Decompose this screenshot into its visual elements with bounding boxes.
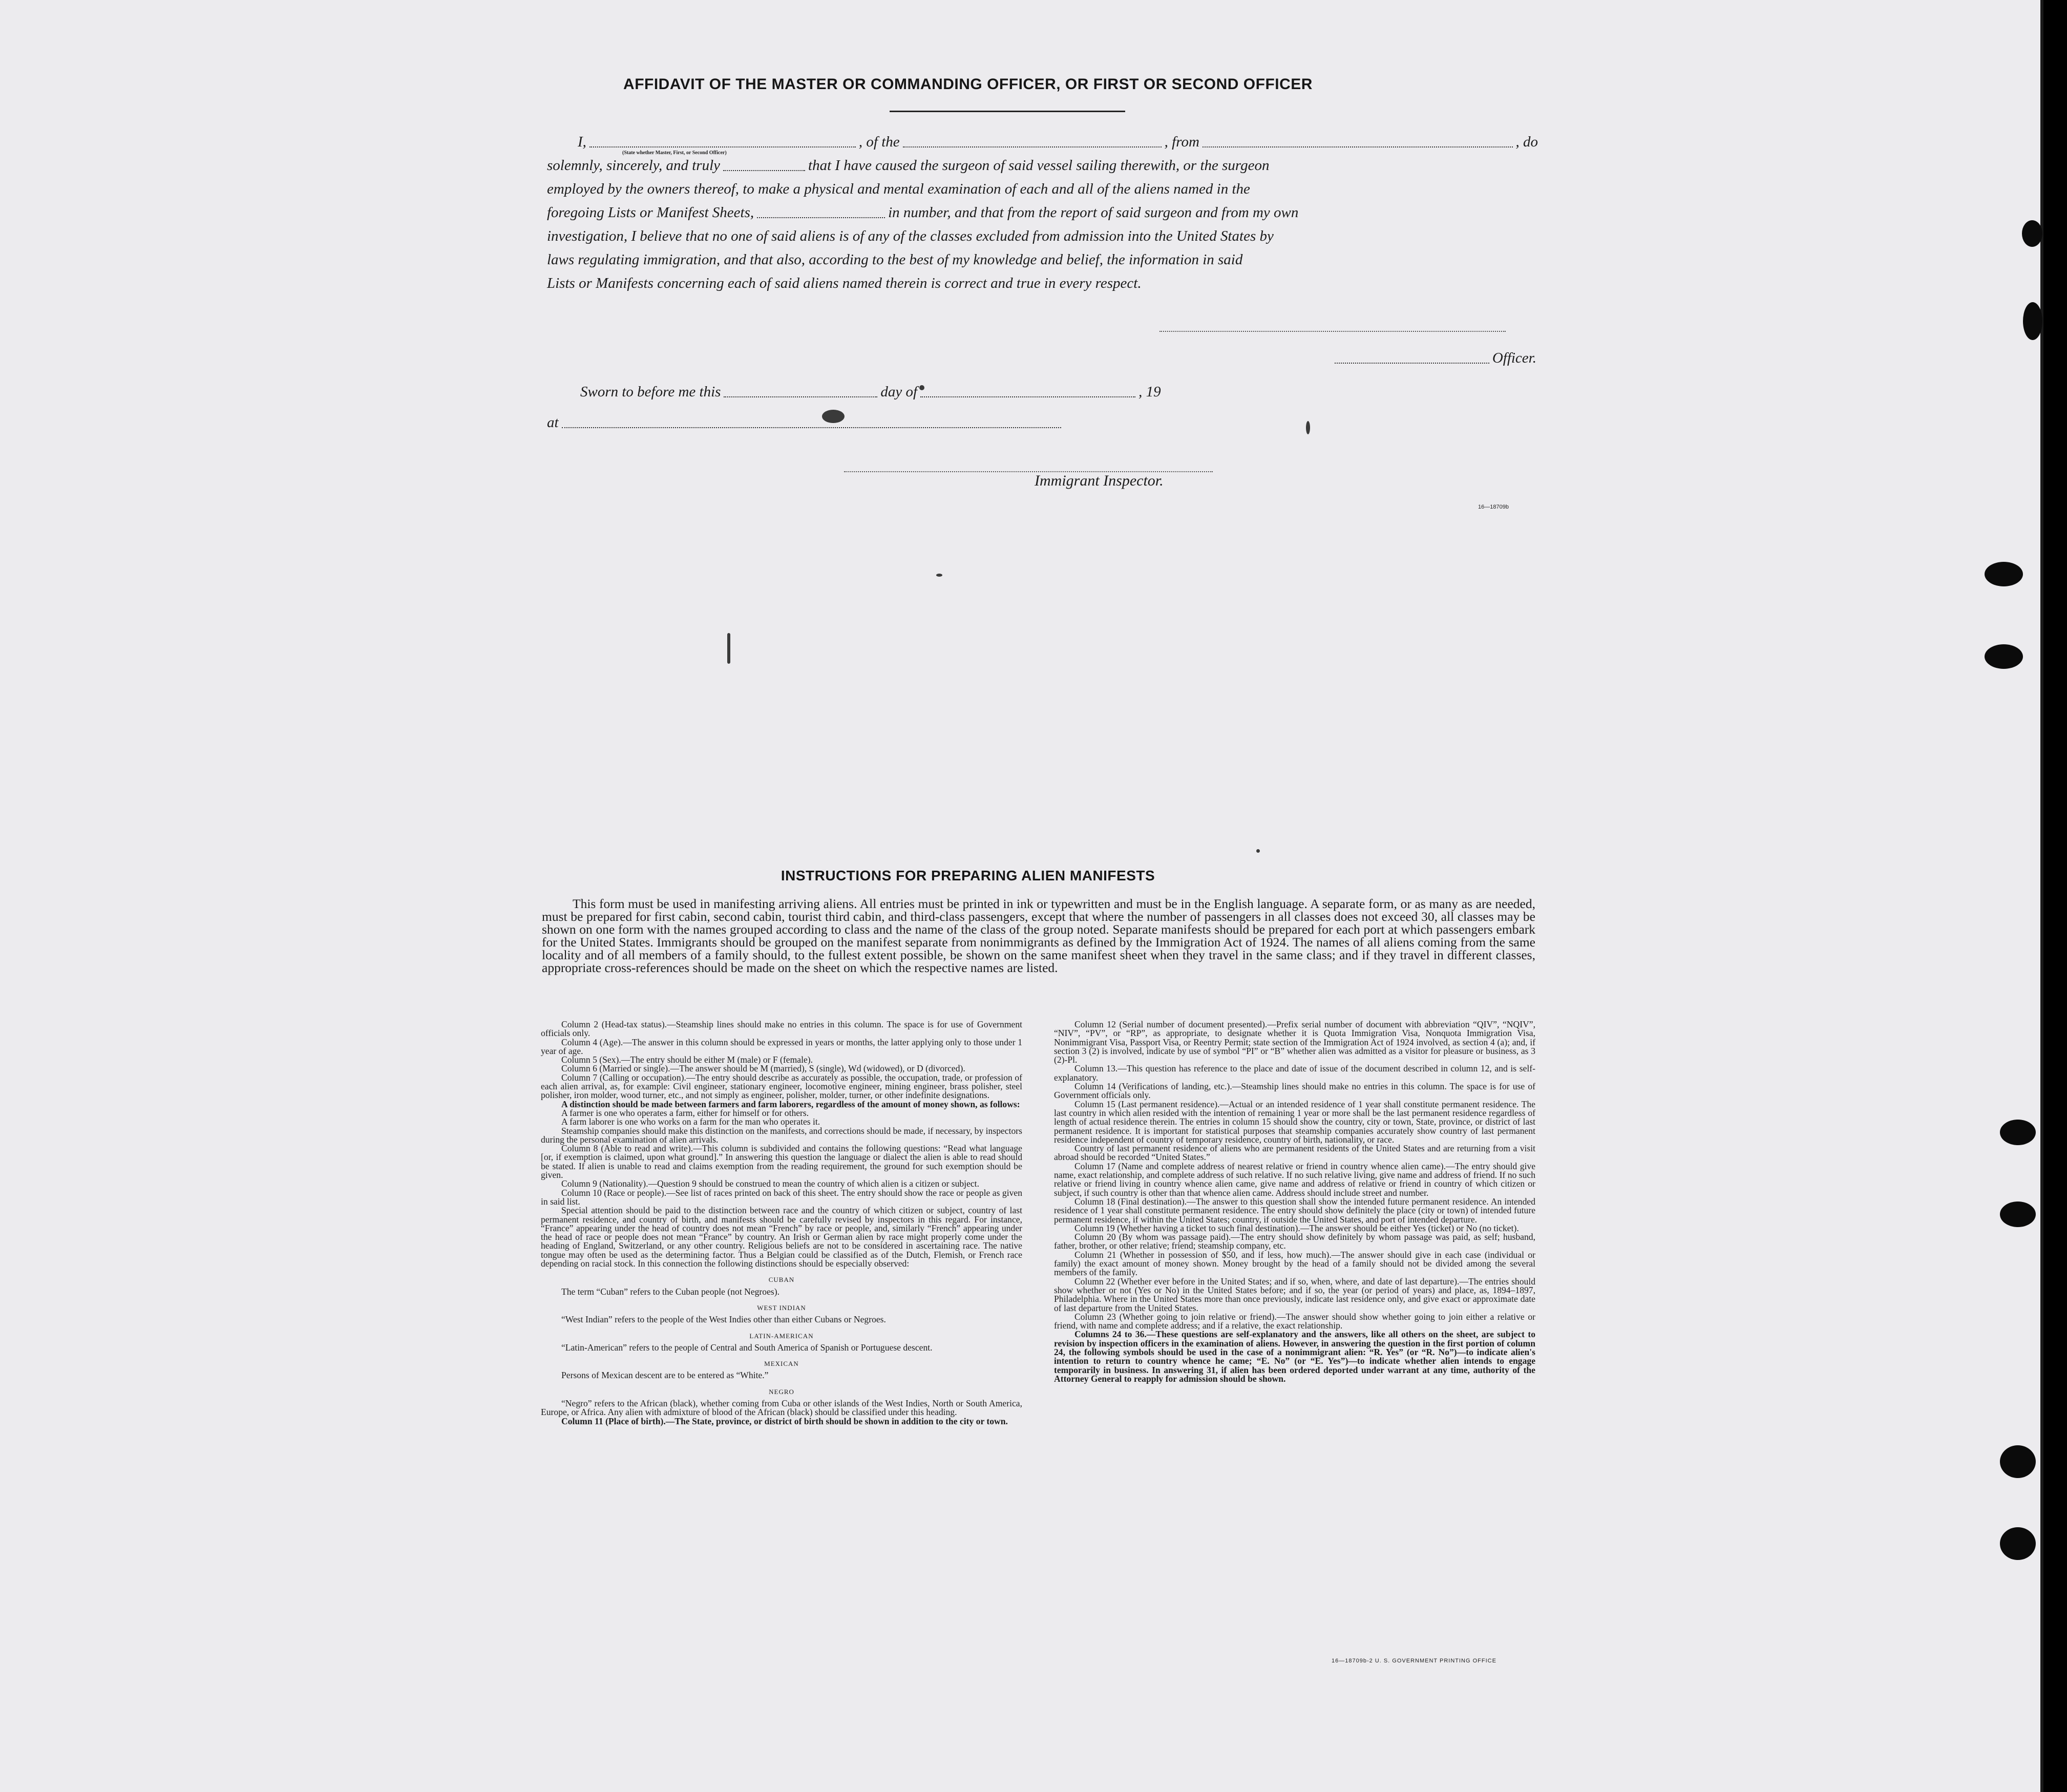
- affidavit-text: foregoing Lists or Manifest Sheets,: [547, 204, 754, 221]
- affidavit-text: Lists or Manifests concerning each of said aliens named therein is correct and true in every respect.: [547, 275, 1142, 291]
- right-instructions-column: [1054, 1020, 1535, 1383]
- intro-paragraph: This form must be used in manifesting arriving aliens. All entries must be printed in ink or typewritten and must be in the English language. A separate form, or as many as are needed, must be prepared for first cabin, second cabin, tourist third cabin, and third-class passengers, except that where the number of passengers in all classes does not exceed 30, all classes may be shown on one form with the names grouped according to class and the name of the class of the group noted. Separate manifests should be prepared for each port at which passengers embark for the United States. Immigrants should be grouped on the manifest separate from nonimmigrants as defined by the Immigration Act of 1924. The names of all aliens coming from the same locality and of all members of a family should, to the fullest extent possible, be shown on the same manifest sheet when they travel in the same class; and if they travel in different classes, appropriate cross-references should be made on the sheet on which the respective names are listed.: [542, 896, 1535, 975]
- instructions-title: INSTRUCTIONS FOR PREPARING ALIEN MANIFESTS: [781, 868, 1155, 883]
- instruction-paragraph: Column 4 (Age).—The answer in this column should be expressed in years or months, the latter applying only to those under 1 year of age.: [541, 1037, 1022, 1056]
- punch-hole: [2022, 220, 2042, 247]
- affidavit-text: that I have caused the surgeon of said vessel sailing therewith, or the surgeon: [808, 157, 1270, 174]
- sheet-count-field[interactable]: [757, 210, 885, 218]
- race-definition: “Negro” refers to the African (black), whether coming from Cuba or other islands of the West Indies, North or South America, Europe, or Africa. Any alien with admixture of blood of the African (black) should be classified under this heading.: [541, 1398, 1022, 1418]
- instruction-paragraph: Column 17 (Name and complete address of nearest relative or friend in country whence alien came).—The entry should give name, exact relationship, and complete address of such relative. If no such relative living, give name and address of friend. If no such relative or friend living in country whence alien came, give name and address of relative or friend in country of which citizen or subject, if such country is other than that whence alien came. Address should include street and number.: [1054, 1161, 1535, 1198]
- punch-hole: [2000, 1201, 2036, 1227]
- instruction-paragraph: Column 23 (Whether going to join relative or friend).—The answer should show whether going to join either a relative or friend, with name and complete address; and if a relative, the exact relationship.: [1054, 1311, 1535, 1331]
- affidavit-text: solemnly, sincerely, and truly: [547, 157, 721, 174]
- race-heading: NEGRO: [769, 1387, 794, 1396]
- inspector-label: Immigrant Inspector.: [1035, 472, 1164, 489]
- instruction-paragraph: Column 20 (By whom was passage paid).—The entry should show definitely by whom passage was paid, as self; husband, father, brother, or other relative; friend; steamship company, etc.: [1054, 1232, 1535, 1251]
- sworn-month-field[interactable]: [920, 389, 1135, 397]
- instructions-intro: [542, 897, 1535, 974]
- ink-speck: [936, 574, 942, 577]
- officer-name-field[interactable]: [589, 139, 856, 147]
- affidavit-line-7: [547, 268, 1538, 292]
- instruction-paragraph: Column 13.—This question has reference to the place and date of issue of the document described in column 12, and is self-explanatory.: [1054, 1063, 1535, 1083]
- affidavit-line-2: [547, 151, 1538, 174]
- instruction-paragraph: Column 19 (Whether having a ticket to such final destination).—The answer should be either Yes (ticket) or No (no ticket).: [1074, 1222, 1519, 1233]
- affidavit-line-1: [547, 127, 1538, 151]
- affidavit-text: employed by the owners thereof, to make a physical and mental examination of each and all of the aliens named in the: [547, 181, 1250, 197]
- race-definition: Persons of Mexican descent are to be entered as “White.”: [561, 1370, 769, 1381]
- instruction-paragraph: Column 5 (Sex).—The entry should be either M (male) or F (female).: [561, 1055, 813, 1065]
- vessel-name-field[interactable]: [903, 139, 1162, 147]
- sworn-place-field[interactable]: [562, 420, 1061, 428]
- affidavit-text: , from: [1164, 134, 1199, 150]
- sworn-text: Sworn to before me this: [580, 384, 721, 400]
- sworn-text: , 19: [1138, 384, 1161, 400]
- affidavit-line-3: [547, 174, 1538, 198]
- sworn-day-field[interactable]: [724, 389, 877, 397]
- instruction-paragraph: Column 18 (Final destination).—The answer to this question shall show the intended future permanent residence. An intended residence of 1 year shall constitute permanent residence. The entry should show definitely the place (city or town) of intended future permanent residence, if within the United States; country, if outside the United States, and port of intended departure.: [1054, 1196, 1535, 1225]
- affidavit-text: laws regulating immigration, and that also, according to the best of my knowledge and belief, the information in said: [547, 251, 1243, 268]
- punch-hole: [1985, 644, 2023, 669]
- title-underline: [890, 111, 1125, 112]
- race-heading: LATIN-AMERICAN: [749, 1332, 814, 1340]
- instruction-paragraph: Column 11 (Place of birth).—The State, province, or district of birth should be shown in addition to the city or town.: [561, 1416, 1008, 1426]
- instruction-paragraph: Column 7 (Calling or occupation).—The entry should describe as accurately as possible, the occupation, trade, or profession of each alien arrival, as, for example: Civil engineer, stationary engineer, locomotive engineer, mining engineer, brass polisher, steel polisher, iron molder, wood turner, etc., and not simply as engineer, polisher, molder, turner, or other indefinite designations.: [541, 1072, 1022, 1101]
- instruction-paragraph: Column 6 (Married or single).—The answer should be M (married), S (single), Wd (widowed), or D (divorced).: [561, 1063, 965, 1074]
- oath-type-field[interactable]: [723, 163, 805, 171]
- ink-speck: [919, 385, 924, 390]
- race-definition: “Latin-American” refers to the people of Central and South America of Spanish or Portuguese descent.: [561, 1342, 933, 1353]
- punch-hole: [2000, 1445, 2036, 1478]
- instruction-paragraph: A farmer is one who operates a farm, either for himself or for others.: [561, 1107, 809, 1118]
- role-note: (State whether Master, First, or Second Officer): [622, 150, 727, 156]
- race-heading: WEST INDIAN: [757, 1303, 806, 1312]
- instruction-paragraph: Column 22 (Whether ever before in the United States; and if so, when, where, and date of last departure).—The entries should show whether or not (Yes or No) in the United States before; and if so, the year (or period of years) and place, as, 1894–1897, Philadelphia. Where in the United States more than once previously, indicate last residence only, and give exact or approximate date of last departure from the United States.: [1054, 1276, 1535, 1313]
- instruction-paragraph: A farm laborer is one who works on a farm for the man who operates it.: [561, 1116, 820, 1127]
- punch-hole: [2023, 302, 2042, 340]
- instruction-paragraph: Steamship companies should make this distinction on the manifests, and corrections should be made, if necessary, by inspectors during the personal examination of alien arrivals.: [541, 1125, 1022, 1145]
- ink-speck: [1256, 849, 1260, 853]
- ink-speck: [727, 633, 730, 664]
- officer-label: Officer.: [1492, 350, 1536, 366]
- instruction-paragraph: Columns 24 to 36.—These questions are self-explanatory and the answers, like all others on the sheet, are subject to revision by inspection officers in the examination of aliens. However, in answering the question in the first portion of column 24, the following symbols should be used in the case of a nonimmigrant alien: “R. Yes” (or “R. No”)—to indicate alien's intention to return to country whence he came; “E. No” (or “E. Yes”)—to indicate whether alien intends to engage temporarily in business. In answering 31, if alien has been ordered deported under warrant at any time, authority of the Attorney General to reapply for admission should be shown.: [1054, 1329, 1535, 1384]
- instruction-paragraph: Column 2 (Head-tax status).—Steamship lines should make no entries in this column. The space is for use of Government officials only.: [541, 1019, 1022, 1039]
- race-definition: “West Indian” refers to the people of the West Indies other than either Cubans or Negroes.: [561, 1314, 886, 1325]
- affidavit-text: I,: [578, 134, 586, 150]
- affidavit-text: investigation, I believe that no one of said aliens is of any of the classes excluded from admission into the United States by: [547, 228, 1274, 244]
- race-heading: CUBAN: [768, 1276, 795, 1284]
- form-number: 16—18709b: [1478, 504, 1509, 510]
- form-number-footer: 16—18709b-2 U. S. GOVERNMENT PRINTING OFFICE: [1332, 1658, 1496, 1664]
- instruction-paragraph: Column 9 (Nationality).—Question 9 should be construed to mean the country of which alien is a citizen or subject.: [561, 1178, 979, 1189]
- affidavit-text: , do: [1515, 134, 1538, 150]
- signature-line[interactable]: [1159, 330, 1506, 332]
- officer-signature-row: [1332, 346, 1536, 367]
- instruction-paragraph: Column 14 (Verifications of landing, etc.).—Steamship lines should make no entries in this column. The space is for use of Government officials only.: [1054, 1081, 1535, 1101]
- affidavit-title: AFFIDAVIT OF THE MASTER OR COMMANDING OFFICER, OR FIRST OR SECOND OFFICER: [623, 76, 1313, 93]
- instruction-paragraph: Country of last permanent residence of aliens who are permanent residents of the United States and are returning from a visit abroad should be recorded “United States.”: [1054, 1143, 1535, 1163]
- instruction-paragraph: Column 12 (Serial number of document presented).—Prefix serial number of document with abbreviation “QIV”, “NQIV”, “NIV”, “PV”, or “RP”, as appropriate, to designate whether it is Quota Immigration Visa, Nonquota Immigration Visa, Nonimmigrant Visa, Passport Visa, or Reentry Permit; state section of the Immigration Act of 1924 involved, as section 4 (a); and, if section 3 (2) is involved, indicate by use of symbol “PI” or “B” whether alien was admitted as a visitor for pleasure or business, as 3 (2)-Pl.: [1054, 1019, 1535, 1065]
- officer-signature-field[interactable]: [1335, 355, 1489, 364]
- punch-hole: [1985, 562, 2023, 586]
- sworn-text: day of: [880, 384, 918, 400]
- affidavit-line-5: [547, 221, 1538, 245]
- affidavit-line-4: [547, 198, 1538, 221]
- punch-hole: [2000, 1120, 2036, 1145]
- instruction-paragraph: Column 15 (Last permanent residence).—Actual or an intended residence of 1 year shall constitute permanent residence. The last country in which alien resided with the intention of remaining 1 year or more shall be the last permanent residence regardless of length of actual residence therein. The entries in column 15 should show the country, city or town, State, province, or district of last permanent residence. It is important for statistical purposes that steamship companies accurately show country of last permanent residence independent of country of temporary residence, country of birth, nationality, or race.: [1054, 1099, 1535, 1145]
- instruction-paragraph: A distinction should be made between farmers and farm laborers, regardless of the amount of money shown, as follows:: [561, 1099, 1020, 1109]
- left-instructions-column: [541, 1020, 1022, 1426]
- instruction-paragraph: Column 10 (Race or people).—See list of races printed on back of this sheet. The entry should show the race or people as given in said list.: [541, 1187, 1022, 1207]
- punch-hole: [2000, 1527, 2036, 1560]
- race-definition: The term “Cuban” refers to the Cuban people (not Negroes).: [561, 1286, 780, 1297]
- affidavit-text: , of the: [858, 134, 900, 150]
- affidavit-line-6: [547, 245, 1538, 268]
- ink-blot: [822, 410, 845, 423]
- instruction-paragraph: Column 21 (Whether in possession of $50, and if less, how much).—The answer should give in each case (individual or family) the exact amount of money shown. Money brought by the head of a family should not be divided among the several members of the family.: [1054, 1249, 1535, 1278]
- affidavit-text: in number, and that from the report of said surgeon and from my own: [888, 204, 1299, 221]
- place-row: [547, 408, 1064, 431]
- ink-speck: [1306, 421, 1310, 434]
- race-heading: MEXICAN: [764, 1360, 799, 1368]
- sworn-row: [547, 377, 1264, 400]
- at-label: at: [547, 414, 559, 431]
- port-from-field[interactable]: [1203, 139, 1513, 147]
- instruction-paragraph: Column 8 (Able to read and write).—This column is subdivided and contains the following questions: “Read what language [or, if exemption is claimed, upon what ground].” In answering this question the language or dialect the alien is able to read should be stated. If alien is unable to read and claims exemption from the reading requirement, the ground for such exemption should be given.: [541, 1143, 1022, 1180]
- instruction-paragraph: Special attention should be paid to the distinction between race and the country of which citizen or subject, country of last permanent residence, and country of birth, and manifests should be carefully revised by inspectors in this regard. For instance, “France” appearing under the head of country does not mean “French” by race or people, and, similarly “French” appearing under the head of race or people does not mean “France” by country. An Irish or German alien by race might properly come under the heading of England, Switzerland, or any other country. Religious beliefs are not to be considered in ascertaining race. The native tongue may often be used as the determining factor. Thus a Belgian could be classified as of the Dutch, Flemish, or French race depending on racial stock. In this connection the following distinctions should be especially observed:: [541, 1205, 1022, 1269]
